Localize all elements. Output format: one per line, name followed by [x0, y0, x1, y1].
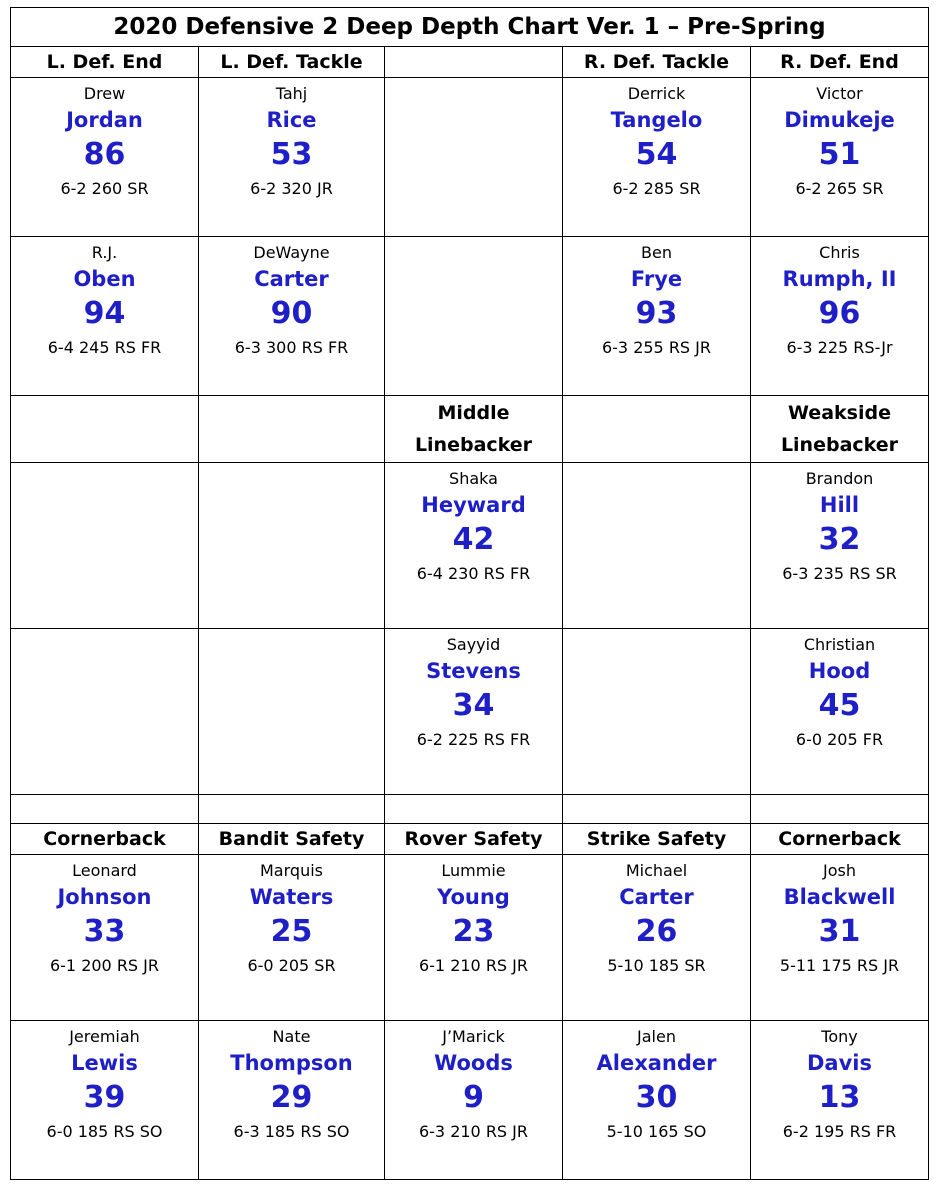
player-last-name: Dimukeje [784, 108, 895, 132]
player-cell [11, 78, 199, 237]
empty-cell [199, 396, 385, 463]
player-cell [199, 855, 385, 1021]
empty-cell [385, 237, 563, 396]
player-cell [751, 1021, 929, 1180]
player-last-name: Carter [619, 885, 694, 909]
empty-cell [11, 396, 199, 463]
player-stats: 6-2 265 SR [795, 179, 884, 198]
player-last-name: Hood [808, 659, 871, 683]
player-first-name: Christian [803, 635, 876, 654]
player-first-name: Shaka [449, 469, 498, 488]
player-number: 45 [818, 688, 861, 723]
player-first-name: Lummie [441, 861, 506, 880]
depth-chart-sheet [10, 7, 928, 1190]
player-first-name: Tony [821, 1027, 858, 1046]
player-first-name: Brandon [805, 469, 874, 488]
header-line: Linebacker [780, 434, 899, 456]
player-last-name: Carter [254, 267, 329, 291]
player-cell [385, 1021, 563, 1180]
player-stats: 6-3 300 RS FR [234, 338, 349, 357]
player-cell [751, 463, 929, 629]
player-number: 23 [452, 914, 495, 949]
spacer-cell [751, 795, 929, 824]
spacer-cell [385, 795, 563, 824]
player-cell [385, 463, 563, 629]
header-strike-safety: Strike Safety [563, 824, 751, 855]
player-first-name: Tahj [275, 84, 308, 103]
header-rover-safety: Rover Safety [385, 824, 563, 855]
header-line: Weakside [788, 402, 891, 424]
header-line: Linebacker [414, 434, 533, 456]
player-cell [11, 855, 199, 1021]
header-cornerback-left: Cornerback [11, 824, 199, 855]
player-cell [199, 1021, 385, 1180]
player-last-name: Tangelo [610, 108, 703, 132]
player-number: 93 [635, 296, 678, 331]
player-last-name: Hill [819, 493, 860, 517]
player-number: 42 [452, 522, 495, 557]
player-first-name: Josh [823, 861, 856, 880]
player-stats: 5-10 185 SR [607, 956, 706, 975]
player-last-name: Frye [630, 267, 683, 291]
player-cell [751, 855, 929, 1021]
player-first-name: Sayyid [446, 635, 501, 654]
player-number: 30 [635, 1080, 678, 1115]
player-first-name: DeWayne [253, 243, 330, 262]
header-weakside-linebacker [751, 396, 929, 463]
player-number: 51 [818, 137, 861, 172]
player-stats: 5-10 165 SO [606, 1122, 707, 1141]
header-cornerback-right: Cornerback [751, 824, 929, 855]
player-last-name: Woods [434, 1051, 513, 1075]
player-stats: 6-4 230 RS FR [416, 564, 531, 583]
player-stats: 6-0 185 RS SO [46, 1122, 163, 1141]
empty-cell [563, 463, 751, 629]
player-last-name: Johnson [57, 885, 152, 909]
spacer-cell [563, 795, 751, 824]
player-stats: 6-4 245 RS FR [47, 338, 162, 357]
player-first-name: Chris [819, 243, 860, 262]
player-last-name: Rice [266, 108, 317, 132]
header-bandit-safety: Bandit Safety [199, 824, 385, 855]
player-first-name: Drew [83, 84, 126, 103]
player-first-name: Jeremiah [69, 1027, 140, 1046]
player-first-name: R.J. [91, 243, 118, 262]
spacer-cell [11, 795, 199, 824]
player-first-name: Michael [625, 861, 688, 880]
header-l-def-end: L. Def. End [11, 47, 199, 78]
empty-cell [11, 463, 199, 629]
player-number: 94 [83, 296, 126, 331]
player-stats: 5-11 175 RS JR [779, 956, 900, 975]
player-cell [199, 237, 385, 396]
player-number: 39 [83, 1080, 126, 1115]
player-number: 34 [452, 688, 495, 723]
player-last-name: Heyward [421, 493, 526, 517]
player-last-name: Davis [807, 1051, 872, 1075]
empty-cell [199, 463, 385, 629]
depth-chart-table [10, 7, 929, 1180]
player-last-name: Waters [249, 885, 334, 909]
player-cell [11, 1021, 199, 1180]
player-stats: 6-3 235 RS SR [782, 564, 897, 583]
header-r-def-end: R. Def. End [751, 47, 929, 78]
player-cell [385, 629, 563, 795]
player-stats: 6-1 200 RS JR [49, 956, 160, 975]
player-number: 32 [818, 522, 861, 557]
player-last-name: Stevens [426, 659, 521, 683]
player-cell [751, 629, 929, 795]
player-first-name: J’Marick [442, 1027, 505, 1046]
header-r-def-tackle: R. Def. Tackle [563, 47, 751, 78]
player-number: 9 [463, 1080, 484, 1115]
player-number: 33 [83, 914, 126, 949]
player-first-name: Ben [641, 243, 672, 262]
player-number: 13 [818, 1080, 861, 1115]
player-number: 25 [270, 914, 313, 949]
player-number: 54 [635, 137, 678, 172]
player-stats: 6-2 260 SR [60, 179, 149, 198]
player-stats: 6-3 185 RS SO [233, 1122, 350, 1141]
player-last-name: Oben [73, 267, 136, 291]
player-stats: 6-3 255 RS JR [601, 338, 712, 357]
player-last-name: Lewis [71, 1051, 138, 1075]
player-last-name: Blackwell [783, 885, 896, 909]
player-last-name: Thompson [230, 1051, 353, 1075]
player-number: 31 [818, 914, 861, 949]
player-first-name: Jalen [637, 1027, 676, 1046]
player-cell [11, 237, 199, 396]
player-stats: 6-3 210 RS JR [418, 1122, 529, 1141]
chart-title: 2020 Defensive 2 Deep Depth Chart Ver. 1 – Pre-Spring [11, 8, 929, 47]
player-stats: 6-3 225 RS-Jr [786, 338, 893, 357]
player-cell [563, 1021, 751, 1180]
player-stats: 6-2 225 RS FR [416, 730, 531, 749]
player-cell [563, 237, 751, 396]
player-cell [751, 237, 929, 396]
player-first-name: Leonard [72, 861, 137, 880]
player-number: 53 [270, 137, 313, 172]
player-cell [199, 78, 385, 237]
player-stats: 6-0 205 FR [795, 730, 884, 749]
player-first-name: Victor [816, 84, 863, 103]
player-number: 90 [270, 296, 313, 331]
header-middle-linebacker [385, 396, 563, 463]
player-number: 26 [635, 914, 678, 949]
player-cell [563, 855, 751, 1021]
player-stats: 6-0 205 SR [247, 956, 336, 975]
player-first-name: Marquis [260, 861, 323, 880]
player-last-name: Rumph, II [782, 267, 897, 291]
player-number: 86 [83, 137, 126, 172]
empty-cell [385, 78, 563, 237]
empty-cell [563, 629, 751, 795]
player-stats: 6-1 210 RS JR [418, 956, 529, 975]
header-l-def-tackle: L. Def. Tackle [199, 47, 385, 78]
player-stats: 6-2 285 SR [612, 179, 701, 198]
player-last-name: Jordan [66, 108, 143, 132]
player-cell [563, 78, 751, 237]
header-line: Middle [437, 402, 510, 424]
player-first-name: Nate [272, 1027, 311, 1046]
player-first-name: Derrick [627, 84, 686, 103]
player-cell [751, 78, 929, 237]
player-last-name: Young [437, 885, 510, 909]
empty-cell [11, 629, 199, 795]
empty-cell [199, 629, 385, 795]
header-empty [385, 47, 563, 78]
player-cell [385, 855, 563, 1021]
empty-cell [563, 396, 751, 463]
player-last-name: Alexander [596, 1051, 717, 1075]
player-number: 96 [818, 296, 861, 331]
player-stats: 6-2 195 RS FR [782, 1122, 897, 1141]
player-number: 29 [270, 1080, 313, 1115]
spacer-cell [199, 795, 385, 824]
player-stats: 6-2 320 JR [250, 179, 333, 198]
